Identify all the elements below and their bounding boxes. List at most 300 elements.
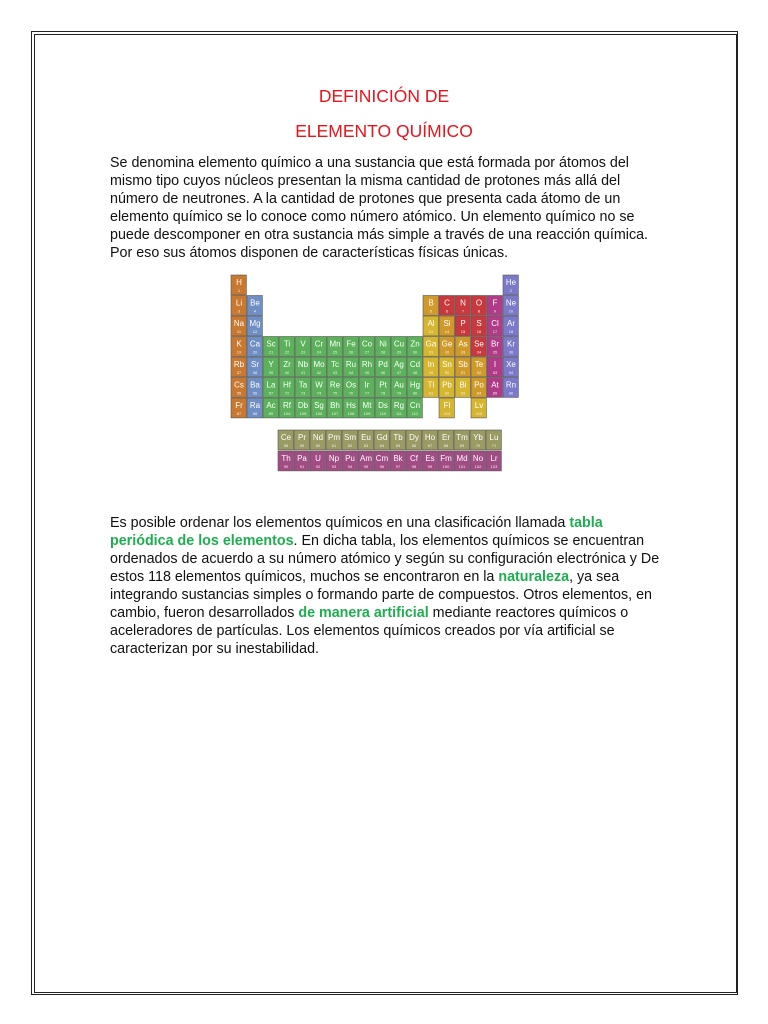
element-symbol: Db [297,401,309,410]
element-as [455,337,470,357]
element-symbol: Ta [298,380,308,390]
element-symbol: Be [250,298,260,308]
element-symbol: Kr [507,339,515,349]
element-symbol: Md [456,454,468,463]
element-o [471,296,486,316]
element-cl [487,316,502,336]
element-sr [247,357,262,377]
element-ir [359,378,374,398]
element-number: 51 [460,370,466,375]
element-u [310,451,325,471]
element-yb [470,430,485,450]
element-pa [294,451,309,471]
element-symbol: Pt [379,380,387,390]
element-fe [343,337,358,357]
element-number: 12 [252,329,258,334]
nature-link[interactable]: naturaleza [498,569,570,585]
element-number: 66 [411,443,417,448]
element-number: 70 [475,443,481,448]
paragraph-line: integrando sustancias simples o formando parte de compuestos. Otros elementos, en [110,587,652,603]
element-number: 61 [331,443,337,448]
paragraph-line [110,514,670,532]
paragraph-line: puede descomponer en otra sustancia más simple a través de una reacción química. [110,227,649,243]
element-tl [423,378,438,398]
element-symbol: Pd [378,360,388,369]
element-mn [327,337,342,357]
element-symbol: Cm [375,454,389,463]
element-number: 69 [459,443,465,448]
element-he [503,275,518,295]
element-symbol: C [444,298,450,308]
element-symbol: Rh [361,360,373,369]
classification-paragraph [110,514,670,658]
element-number: 19 [236,349,242,355]
element-number: 35 [492,349,498,355]
element-symbol: He [505,278,517,287]
element-sg [311,398,326,418]
element-symbol: Nd [312,433,324,442]
element-number: 99 [427,464,433,469]
element-v [295,337,310,357]
element-tc [327,357,342,377]
element-number: 6 [445,308,449,314]
element-symbol: Fe [346,339,356,349]
title-line-1: DEFINICIÓN DE [318,86,450,106]
element-symbol: Bh [330,401,340,410]
element-number: 45 [364,370,370,375]
element-symbol: Cu [393,339,405,349]
paragraph-line [110,604,670,622]
element-te [471,357,486,377]
element-number: 75 [332,390,338,396]
element-pu [342,451,357,471]
element-na [231,316,246,336]
element-number: 39 [268,370,274,375]
element-symbol: Rb [233,360,245,369]
element-number: 52 [476,370,482,375]
element-symbol: Br [491,339,499,349]
element-symbol: Pb [442,380,452,390]
paragraph-line: caracterizan por su inestabilidad. [110,641,320,657]
element-symbol: Ru [345,360,357,369]
element-number: 37 [236,370,242,375]
element-number: 68 [443,443,449,448]
element-nd [310,430,325,450]
element-symbol: Pr [298,433,306,442]
paragraph-line: elemento químico se lo conoce como número atómico. Un elemento químico no se [110,209,635,225]
element-symbol: Am [360,454,372,463]
element-symbol: U [315,454,321,463]
element-number: 90 [283,464,289,469]
artificial-link[interactable]: de manera artificial [298,605,429,621]
element-symbol: S [476,319,482,328]
element-os [343,378,358,398]
element-symbol: Hg [409,380,421,390]
element-symbol: Po [474,380,484,390]
element-symbol: Np [328,454,340,463]
element-number: 89 [268,411,274,416]
element-symbol: K [236,339,242,349]
element-lu [486,430,501,450]
element-number: 28 [380,349,386,355]
element-number: 76 [348,390,354,396]
element-number: 27 [364,349,370,355]
element-nb [295,357,310,377]
element-number: 108 [347,411,355,416]
element-symbol: I [493,360,497,369]
element-number: 97 [395,464,401,469]
element-xe [503,357,518,377]
element-es [422,451,437,471]
element-symbol: La [266,380,276,390]
element-number: 43 [332,370,338,375]
periodic-table-link[interactable]: tabla [569,515,603,531]
element-number: 67 [427,443,433,448]
element-number: 46 [380,370,386,375]
element-ta [295,378,310,398]
element-tm [454,430,469,450]
element-number: 82 [444,390,450,396]
element-symbol: Ds [378,401,388,410]
element-number: 26 [348,349,354,355]
element-hf [279,378,294,398]
element-symbol: Sb [458,360,468,369]
element-number: 17 [492,329,498,334]
element-fl [439,398,454,418]
element-symbol: Sg [314,401,324,410]
element-number: 20 [252,349,258,355]
element-dy [406,430,421,450]
paragraph-line [110,532,670,550]
element-symbol: Rg [393,401,405,410]
periodic-table-link-continued[interactable]: periódica de los elementos [110,533,294,549]
element-symbol: B [428,298,434,308]
element-symbol: Gd [376,433,388,442]
element-pm [326,430,341,450]
element-number: 50 [444,370,450,375]
element-sn [439,357,454,377]
element-number: 78 [380,390,386,396]
element-kr [503,337,518,357]
element-ds [375,398,390,418]
element-symbol: Se [474,339,484,349]
element-rf [279,398,294,418]
element-s [471,316,486,336]
title-line-2: ELEMENTO QUÍMICO [295,121,473,141]
element-symbol: Li [235,298,243,308]
element-symbol: Dy [409,433,419,442]
element-number: 112 [411,411,419,416]
element-fr [231,398,246,418]
element-number: 62 [347,443,353,448]
element-number: 95 [363,464,369,469]
element-number: 25 [332,349,338,355]
element-number: 91 [299,464,305,469]
element-number: 94 [347,464,353,469]
element-mt [359,398,374,418]
element-ni [375,337,390,357]
element-symbol: No [472,454,484,463]
element-th [278,451,293,471]
element-pt [375,378,390,398]
element-number: 57 [268,390,274,396]
element-symbol: Hf [283,380,291,390]
element-symbol: Bk [393,454,403,463]
element-number: 36 [508,349,514,355]
element-number: 40 [284,370,290,375]
element-number: 30 [412,349,418,355]
element-number: 9 [493,308,497,314]
element-number: 38 [252,370,258,375]
element-co [359,337,374,357]
element-symbol: Rn [505,380,517,390]
element-symbol: Zr [283,360,291,369]
element-symbol: Ne [505,298,517,308]
paragraph-line: ordenados de acuerdo a su número atómico y según su configuración electrónica y De [110,551,660,567]
element-number: 42 [316,370,322,375]
element-number: 13 [428,329,434,334]
element-symbol: Fm [440,454,452,463]
element-number: 55 [236,390,242,396]
element-number: 23 [300,349,306,355]
element-number: 56 [252,390,258,396]
element-b [423,296,438,316]
element-hg [407,378,422,398]
element-symbol: Pm [328,433,340,442]
element-ar [503,316,518,336]
element-number: 64 [379,443,385,448]
element-number: 84 [476,390,482,396]
element-number: 29 [396,349,402,355]
element-symbol: Tl [427,380,435,390]
element-zr [279,357,294,377]
element-symbol: Ti [283,339,291,349]
element-symbol: Na [233,319,245,328]
element-cu [391,337,406,357]
element-number: 87 [236,411,242,416]
element-number: 114 [443,411,451,416]
paragraph-line: Se denomina elemento químico a una sustancia que está formada por átomos del [110,155,629,171]
element-number: 74 [316,390,322,396]
element-symbol: O [475,298,483,308]
element-symbol: Cs [234,380,244,390]
element-number: 4 [253,308,257,314]
element-symbol: Mo [313,360,325,369]
element-symbol: Ca [249,339,261,349]
element-ac [263,398,278,418]
element-symbol: Co [361,339,373,349]
definition-paragraph [110,154,670,262]
element-si [439,316,454,336]
element-symbol: Re [329,380,341,390]
element-number: 83 [460,390,466,396]
element-rg [391,398,406,418]
element-number: 107 [331,411,339,416]
element-pr [294,430,309,450]
element-number: 93 [331,464,337,469]
element-symbol: Eu [361,433,371,442]
element-ho [422,430,437,450]
element-symbol: Cd [409,360,421,369]
element-number: 71 [491,443,497,448]
element-cn [407,398,422,418]
element-i [487,357,502,377]
element-number: 88 [252,411,258,416]
element-symbol: In [427,360,435,369]
paragraph-line: mismo tipo cuyos núcleos presentan la misma cantidad de protones más allá del [110,173,621,189]
element-symbol: Lr [490,454,498,463]
element-symbol: Tb [393,433,403,442]
element-lr [486,451,501,471]
element-cr [311,337,326,357]
element-al [423,316,438,336]
element-symbol: Sc [266,339,276,349]
element-w [311,378,326,398]
element-symbol: V [300,339,306,349]
element-bk [390,451,405,471]
element-p [455,316,470,336]
element-number: 85 [492,390,498,396]
element-number: 72 [284,390,290,396]
element-number: 21 [268,349,274,355]
element-symbol: Mt [362,401,372,410]
element-symbol: Nb [297,360,309,369]
element-symbol: Th [281,454,291,463]
periodic-table-svg [230,274,520,474]
element-number: 105 [299,411,307,416]
element-symbol: Sn [442,360,452,369]
element-ag [391,357,406,377]
element-symbol: Fl [443,401,451,410]
element-symbol: Te [474,360,484,369]
element-number: 10 [508,308,514,314]
element-symbol: Hs [346,401,356,410]
element-number: 53 [492,370,498,375]
element-number: 8 [477,308,481,314]
element-number: 41 [300,370,306,375]
element-n [455,296,470,316]
element-symbol: Os [345,380,357,390]
element-ra [247,398,262,418]
element-number: 59 [299,443,305,448]
element-number: 58 [283,443,289,448]
element-symbol: Pu [345,454,355,463]
element-symbol: Ac [266,401,276,410]
element-am [358,451,373,471]
element-number: 49 [428,370,434,375]
element-fm [438,451,453,471]
element-symbol: Ga [425,339,437,349]
element-md [454,451,469,471]
element-symbol: Ag [394,360,404,369]
element-number: 73 [300,390,306,396]
element-sb [455,357,470,377]
text-run: cambio, fueron desarrollados [110,605,299,621]
element-rn [503,378,518,398]
element-br [487,337,502,357]
element-number: 16 [476,329,482,334]
paragraph-line: aceleradores de partículas. Los elementos químicos creados por vía artificial se [110,623,615,639]
element-po [471,378,486,398]
element-k [231,337,246,357]
element-re [327,378,342,398]
element-symbol: Fr [235,401,243,410]
element-symbol: Sm [344,433,356,442]
element-number: 110 [379,411,387,416]
element-number: 101 [458,464,466,469]
element-symbol: N [460,298,466,308]
element-number: 32 [444,349,450,355]
element-h [231,275,246,295]
element-sc [263,337,278,357]
element-cm [374,451,389,471]
element-mg [247,316,262,336]
element-symbol: Sr [251,360,259,369]
element-cf [406,451,421,471]
text-run: , ya sea [569,569,620,585]
element-zn [407,337,422,357]
element-symbol: P [460,319,466,328]
element-number: 65 [395,443,401,448]
element-sm [342,430,357,450]
element-symbol: Y [268,360,274,369]
element-symbol: Ra [249,401,261,410]
element-ca [247,337,262,357]
element-symbol: W [315,380,323,390]
element-gd [374,430,389,450]
element-symbol: Cr [314,339,324,349]
paragraph-line: Por eso sus átomos disponen de características físicas únicas. [110,245,509,261]
element-ga [423,337,438,357]
element-number: 3 [237,308,241,314]
element-symbol: Ho [424,433,436,442]
element-symbol: Si [443,319,451,328]
element-number: 63 [363,443,369,448]
element-symbol: Mg [249,319,261,328]
element-la [263,378,278,398]
element-number: 47 [396,370,402,375]
element-rh [359,357,374,377]
element-hs [343,398,358,418]
element-bi [455,378,470,398]
element-symbol: Rf [283,401,291,410]
element-symbol: At [491,380,499,390]
element-number: 86 [508,390,514,396]
element-bh [327,398,342,418]
element-symbol: Ce [280,433,292,442]
element-number: 60 [315,443,321,448]
element-ru [343,357,358,377]
element-symbol: Lu [489,433,499,442]
element-number: 22 [284,349,290,355]
element-db [295,398,310,418]
element-symbol: Pa [297,454,307,463]
element-number: 18 [508,329,514,334]
element-ne [503,296,518,316]
text-run: mediante reactores químicos o [428,605,629,621]
element-np [326,451,341,471]
element-se [471,337,486,357]
element-symbol: Ge [441,339,453,349]
element-symbol: Es [425,454,435,463]
element-pd [375,357,390,377]
element-lv [471,398,486,418]
element-number: 103 [490,464,498,469]
element-number: 15 [460,329,466,334]
element-number: 48 [412,370,418,375]
element-number: 14 [444,329,450,334]
element-y [263,357,278,377]
